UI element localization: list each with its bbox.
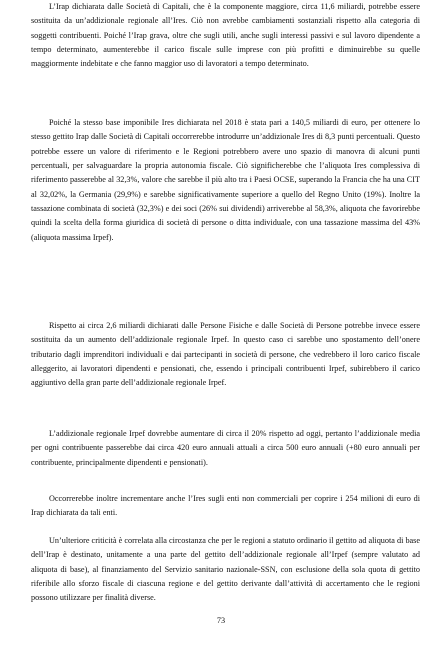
paragraph-6: Un’ulteriore criticità è correlata alla circostanza che per le regioni a statuto ordinario il gettito ad aliquota di base dell’Irap è destinato, unitamente a una parte del gettito dell’addizionale regionale all’Irpef (sempre valutato ad aliquota di base), al finanziamento del Servizio sanitario nazionale-SSN, con esclusione della sola quota di gettito riferibile allo sforzo fiscale di ciascuna regione e del gettito derivante dall’attività di accertamento che le regioni possono utilizzare per finalità diverse.: [31, 536, 420, 603]
paragraph-5: Occorrerebbe inoltre incrementare anche l’Ires sugli enti non commerciali per coprire i 254 milioni di euro di Irap dichiarata da tali enti.: [31, 494, 420, 518]
paragraph-3: Rispetto ai circa 2,6 miliardi dichiarati dalle Persone Fisiche e dalle Società di Persone potrebbe invece essere sostituita da un aumento dell’addizionale regionale Irpef. In questo caso ci sarebbe uno spostamento dell’onere tributario dagli imprenditori individuali e dai partecipanti in società di persone, che vedrebbero il loro carico fiscale alleggerito, ai lavoratori dipendenti e pensionati, che, essendo i principali contribuenti Irpef, subirebbero il carico aggiuntivo della gran parte dell’addizionale regionale Irpef.: [31, 321, 420, 388]
paragraph-1: L’Irap dichiarata dalle Società di Capitali, che è la componente maggiore, circa 11,6 miliardi, potrebbe essere sostituita da un’addizionale regionale all’Ires. Ciò non avrebbe cambiamenti sostanziali rispetto alla categoria di soggetti contribuenti. Poiché l’Irap grava, oltre che sugli utili, anche sugli interessi passivi e sul lavoro dipendente a tempo determinato, aumenterebbe il carico fiscale sulle imprese con più profitti e diminuirebbe su quelle maggiormente indebitate e che fanno maggior uso di lavoratori a tempo determinato.: [31, 2, 420, 69]
paragraph-2: Poiché la stesso base imponibile Ires dichiarata nel 2018 è stata pari a 140,5 miliardi di euro, per ottenere lo stesso gettito Irap dalle Società di Capitali occorrerebbe introdurre un’addizionale Ires di 8,3 punti percentuali. Questo potrebbe essere un valore di riferimento e le Regioni potrebbero avere uno spazio di manovra di alcuni punti percentuali, per salvaguardare la propria autonomia fiscale. Ciò significherebbe che l’aliquota Ires complessiva di riferimento passerebbe al 32,3%, valore che sarebbe il più alto tra i Paesi OCSE, superando la Francia che ha una CIT al 32,02%, la Germania (29,9%) e sarebbe significativamente superiore a quello del Regno Unito (19%). Inoltre la tassazione combinata di società (32,3%) e dei soci (26% sui dividendi) arriverebbe al 58,3%, aliquota che favorirebbe quindi la scelta della forma giuridica di società di persone o ditta individuale, con una tassazione massima del 43% (aliquota massima Irpef).: [31, 118, 420, 242]
paragraph-4: L’addizionale regionale Irpef dovrebbe aumentare di circa il 20% rispetto ad oggi, pertanto l’addizionale media per ogni contribuente passerebbe dai circa 420 euro annuali attuali a circa 500 euro annuali (+80 euro annuali per contribuente, principalmente dipendenti e pensionati).: [31, 429, 420, 467]
page-number: 73: [216, 616, 226, 625]
